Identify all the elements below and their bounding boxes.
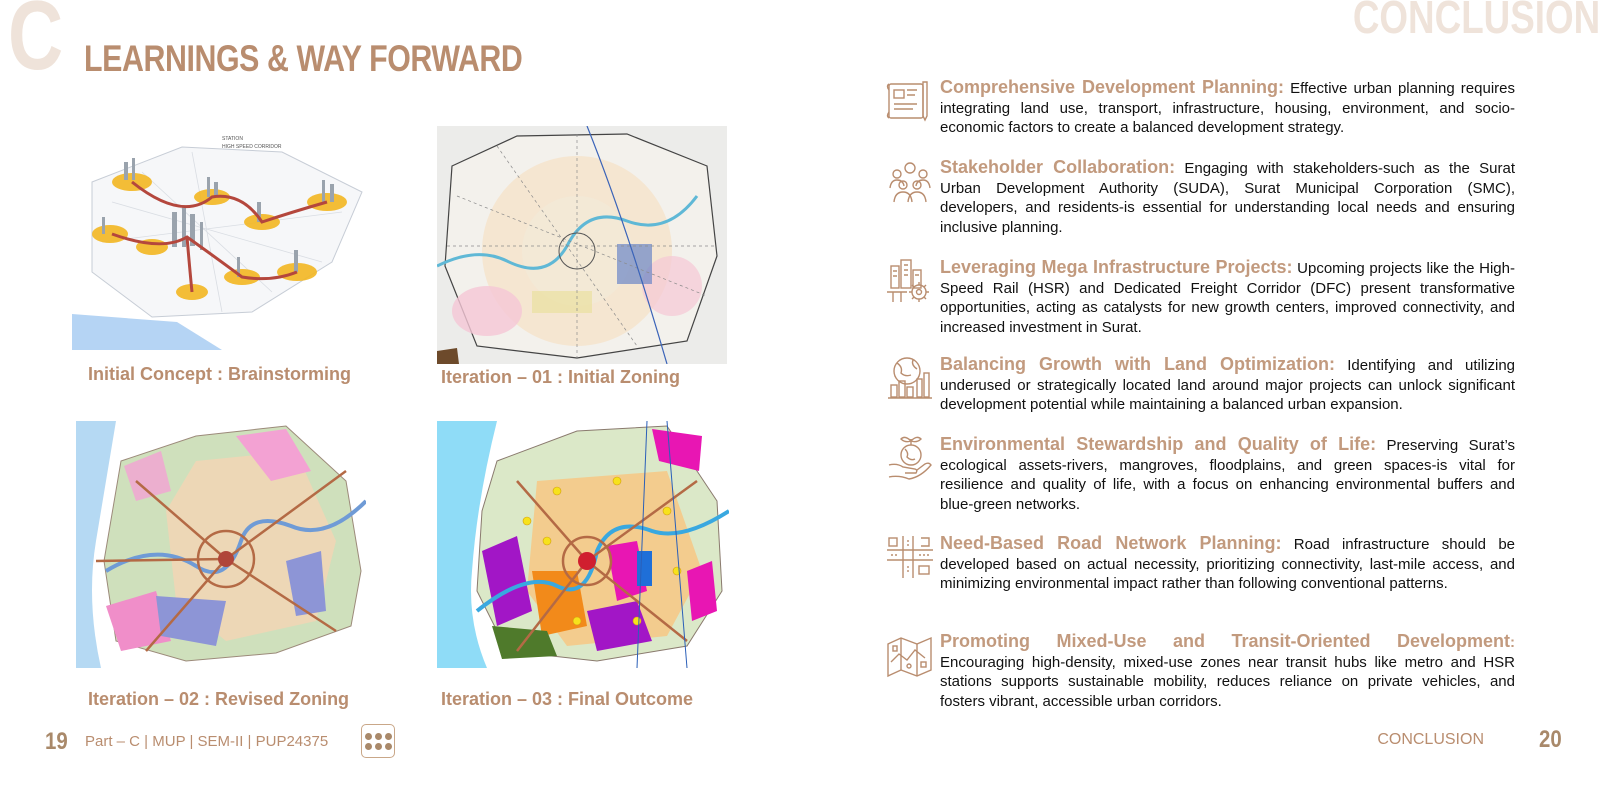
section-heading-watermark: CONCLUSION (1352, 0, 1600, 43)
figure-iteration-03 (437, 421, 729, 668)
conclusion-heading: Comprehensive Development Planning: (940, 77, 1284, 97)
concept-brainstorm-image (72, 122, 372, 350)
footer-section-label: CONCLUSION (1377, 731, 1484, 748)
people-group-icon (885, 158, 935, 204)
conclusion-body: Identifying and utilizing underused or strategically located land around major projects can unlock significant development potential while maintaining a balanced urban expansion. (940, 357, 1516, 414)
caption-iteration-03: Iteration – 03 : Final Outcome (441, 689, 694, 709)
conclusion-item (885, 258, 1515, 348)
conclusion-body: Encouraging high-density, mixed-use zones near transit hubs like metro and HSR stations supports sustainable mobility, reduces reliance on private vehicles, and fosters vibrant, accessible urban corridors. (940, 653, 1515, 710)
conclusion-body: Engaging with stakeholders-such as the Surat Urban Development Authority (SUDA), Surat Municipal Corporation (SMC), developers, and residents-is essential for understanding local needs and ensuring inclusive planning. (940, 160, 1516, 236)
conclusion-body: Effective urban planning requires integrating land use, transport, infrastructure, housing, environment, and socio-economic factors to create a balanced development strategy. (940, 80, 1515, 137)
blueprint-icon (885, 78, 935, 124)
conclusion-heading: Need-Based Road Network Planning: (940, 533, 1282, 553)
page-number-right: 20 (1539, 726, 1562, 753)
conclusion-item (885, 78, 1515, 168)
iteration-01-image (437, 126, 727, 364)
conclusion-text (940, 632, 1515, 711)
conclusion-item (885, 355, 1515, 445)
svg-text:STATION: STATION (222, 136, 243, 142)
conclusion-item (885, 158, 1515, 248)
conclusion-body: Preserving Surat’s ecological assets-rivers, mangroves, floodplains, and green spaces-is vital for resilience and quality of life, with a focus on enhancing environmental buffers and blue-green networks. (940, 437, 1516, 513)
conclusion-heading: Balancing Growth with Land Optimization: (940, 354, 1336, 374)
figure-iteration-01 (437, 126, 727, 364)
conclusion-body: Upcoming projects like the High-Speed Rail (HSR) and Dedicated Freight Corridor (DFC) present transformative opportunities, acting as catalysts for new growth centers, improved connectivity, and increased investment in Surat. (940, 260, 1515, 336)
conclusion-heading: Leveraging Mega Infrastructure Projects: (940, 257, 1293, 277)
conclusion-body: Road infrastructure should be developed based on actual necessity, prioritizing connectivity, last-mile access, and minimizing environmental impact rather than following conventional patterns. (940, 536, 1515, 593)
conclusion-heading: Environmental Stewardship and Quality of Life: (940, 434, 1377, 454)
conclusion-text (940, 355, 1515, 415)
figure-iteration-02 (76, 421, 366, 668)
iteration-03-image (437, 421, 729, 668)
city-map-icon (885, 632, 935, 678)
conclusion-text (940, 258, 1515, 337)
page-title: LEARNINGS & WAY FORWARD (84, 38, 523, 79)
svg-text:HIGH SPEED CORRIDOR: HIGH SPEED CORRIDOR (222, 144, 282, 150)
conclusion-text (940, 534, 1515, 594)
page-number-left: 19 (45, 728, 68, 755)
conclusion-heading: Stakeholder Collaboration: (940, 157, 1176, 177)
conclusion-heading: Promoting Mixed-Use and Transit-Oriented Development (940, 631, 1510, 651)
conclusion-text (940, 435, 1515, 514)
conclusion-item (885, 534, 1515, 624)
section-letter: C (8, 0, 64, 90)
road-network-icon (885, 534, 935, 580)
hand-earth-leaf-icon (885, 435, 935, 481)
globe-growth-icon (885, 355, 935, 401)
figure-initial-concept (72, 122, 372, 350)
conclusion-item (885, 435, 1515, 525)
conclusion-heading-suffix: : (1510, 634, 1515, 651)
iteration-02-image (76, 421, 366, 668)
caption-iteration-02: Iteration – 02 : Revised Zoning (88, 689, 350, 709)
footer-course-info: Part – C | MUP | SEM-II | PUP24375 (85, 733, 329, 750)
conclusion-text (940, 78, 1515, 138)
grid-dots-icon (361, 724, 395, 758)
caption-initial-concept: Initial Concept : Brainstorming (88, 364, 352, 384)
city-gear-icon (885, 258, 935, 304)
conclusion-item (885, 632, 1515, 722)
conclusion-text (940, 158, 1515, 237)
caption-iteration-01: Iteration – 01 : Initial Zoning (441, 367, 681, 387)
